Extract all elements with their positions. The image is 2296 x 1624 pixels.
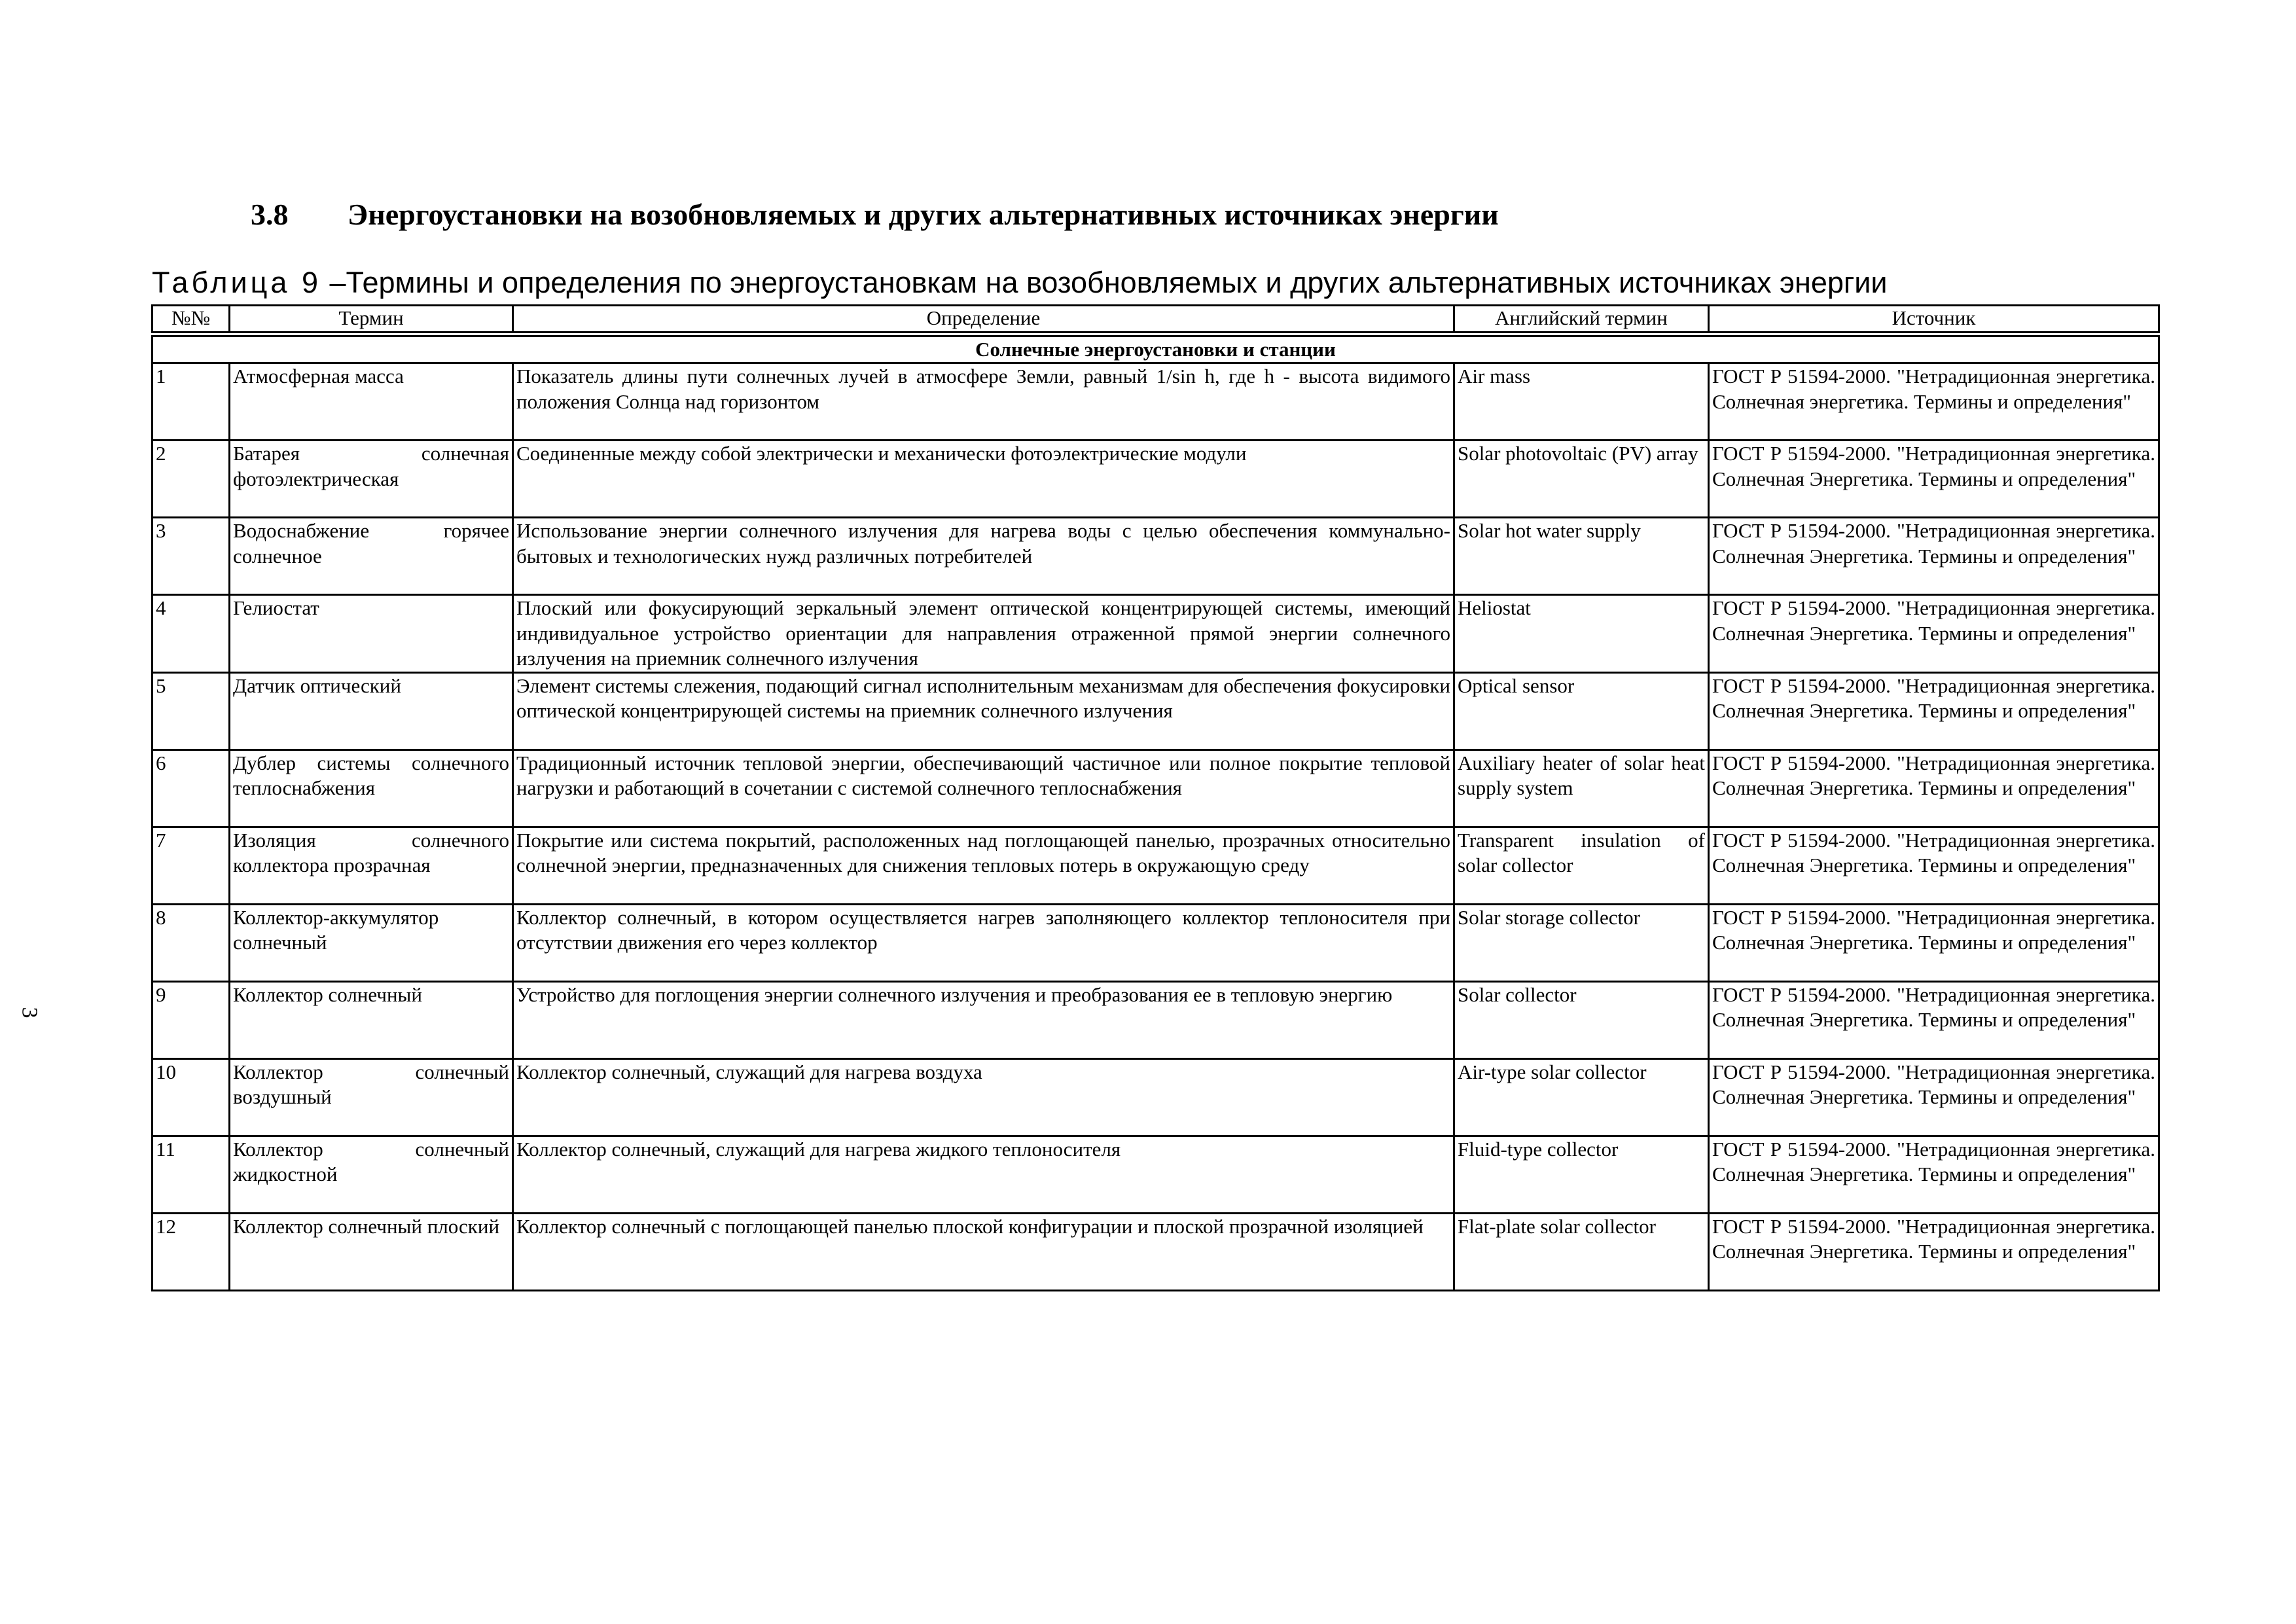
cell-definition: Коллектор солнечный, служащий для нагрева воздуха bbox=[513, 1058, 1454, 1136]
cell-source: ГОСТ Р 51594-2000. "Нетрадиционная энергетика. Солнечная Энергетика. Термины и определения" bbox=[1709, 904, 2159, 981]
table-row bbox=[152, 1213, 2159, 1290]
cell-number: 4 bbox=[152, 595, 230, 673]
table-row bbox=[152, 981, 2159, 1058]
cell-term: Коллектор солнечный жидкостной bbox=[230, 1136, 513, 1213]
cell-definition: Устройство для поглощения энергии солнечного излучения и преобразования ее в тепловую энергию bbox=[513, 981, 1454, 1058]
column-header-term: Термин bbox=[230, 306, 513, 334]
cell-english-term: Fluid-type collector bbox=[1454, 1136, 1709, 1213]
cell-term: Датчик оптический bbox=[230, 672, 513, 749]
cell-source: ГОСТ Р 51594-2000. "Нетрадиционная энергетика. Солнечная Энергетика. Термины и определения" bbox=[1709, 595, 2159, 673]
cell-number: 2 bbox=[152, 441, 230, 518]
cell-source: ГОСТ Р 51594-2000. "Нетрадиционная энергетика. Солнечная Энергетика. Термины и определения" bbox=[1709, 981, 2159, 1058]
cell-definition: Использование энергии солнечного излучения для нагрева воды с целью обеспечения коммунально-бытовых и технологических нужд различных потребителей bbox=[513, 518, 1454, 595]
cell-definition: Коллектор солнечный, в котором осуществляется нагрев заполняющего коллектор теплоносителя при отсутствии движения его через коллектор bbox=[513, 904, 1454, 981]
column-header-number: №№ bbox=[152, 306, 230, 334]
section-row bbox=[152, 334, 2159, 363]
cell-term: Коллектор солнечный плоский bbox=[230, 1213, 513, 1290]
cell-english-term: Solar hot water supply bbox=[1454, 518, 1709, 595]
cell-term: Коллектор солнечный воздушный bbox=[230, 1058, 513, 1136]
cell-english-term: Air mass bbox=[1454, 363, 1709, 441]
table-caption bbox=[152, 264, 2155, 302]
cell-english-term: Solar storage collector bbox=[1454, 904, 1709, 981]
table-caption-label: Таблица 9 bbox=[152, 266, 321, 299]
cell-definition: Традиционный источник тепловой энергии, обеспечивающий частичное или полное покрытие тепловой нагрузки и работающий в сочетании с системой солнечного теплоснабжения bbox=[513, 749, 1454, 827]
table-row bbox=[152, 595, 2159, 673]
cell-source: ГОСТ Р 51594-2000. "Нетрадиционная энергетика. Солнечная Энергетика. Термины и определения" bbox=[1709, 1136, 2159, 1213]
table-caption-text: –Термины и определения по энергоустановкам на возобновляемых и других альтернативных источниках энергии bbox=[321, 266, 1888, 299]
terms-table bbox=[151, 304, 2160, 1291]
section-title-cell: Солнечные энергоустановки и станции bbox=[152, 334, 2159, 363]
cell-source: ГОСТ Р 51594-2000. "Нетрадиционная энергетика. Солнечная Энергетика. Термины и определения" bbox=[1709, 518, 2159, 595]
cell-source: ГОСТ Р 51594-2000. "Нетрадиционная энергетика. Солнечная Энергетика. Термины и определения" bbox=[1709, 827, 2159, 904]
table-header-row bbox=[152, 306, 2159, 334]
cell-english-term: Flat-plate solar collector bbox=[1454, 1213, 1709, 1290]
cell-definition: Элемент системы слежения, подающий сигнал исполнительным механизмам для обеспечения фокусировки оптической концентрирующей системы на приемник солнечного излучения bbox=[513, 672, 1454, 749]
table-row bbox=[152, 518, 2159, 595]
cell-definition: Коллектор солнечный, служащий для нагрева жидкого теплоносителя bbox=[513, 1136, 1454, 1213]
cell-number: 12 bbox=[152, 1213, 230, 1290]
cell-source: ГОСТ Р 51594-2000. "Нетрадиционная энергетика. Солнечная Энергетика. Термины и определения" bbox=[1709, 672, 2159, 749]
table-row bbox=[152, 1058, 2159, 1136]
cell-number: 8 bbox=[152, 904, 230, 981]
cell-source: ГОСТ Р 51594-2000. "Нетрадиционная энергетика. Солнечная Энергетика. Термины и определения" bbox=[1709, 441, 2159, 518]
cell-number: 10 bbox=[152, 1058, 230, 1136]
section-heading bbox=[251, 192, 1499, 238]
cell-definition: Плоский или фокусирующий зеркальный элемент оптической концентрирующей системы, имеющий индивидуальное устройство ориентации для направления отраженной прямой энергии солнечного излучения на приемник солнечного излучения bbox=[513, 595, 1454, 673]
cell-english-term: Auxiliary heater of solar heat supply system bbox=[1454, 749, 1709, 827]
cell-source: ГОСТ Р 51594-2000. "Нетрадиционная энергетика. Солнечная Энергетика. Термины и определения" bbox=[1709, 749, 2159, 827]
cell-english-term: Air-type solar collector bbox=[1454, 1058, 1709, 1136]
table-row bbox=[152, 749, 2159, 827]
table-row bbox=[152, 441, 2159, 518]
column-header-source: Источник bbox=[1709, 306, 2159, 334]
table-row bbox=[152, 363, 2159, 441]
cell-term: Батарея солнечная фотоэлектрическая bbox=[230, 441, 513, 518]
cell-number: 9 bbox=[152, 981, 230, 1058]
cell-english-term: Optical sensor bbox=[1454, 672, 1709, 749]
cell-number: 1 bbox=[152, 363, 230, 441]
column-header-definition: Определение bbox=[513, 306, 1454, 334]
cell-term: Гелиостат bbox=[230, 595, 513, 673]
cell-definition: Соединенные между собой электрически и механически фотоэлектрические модули bbox=[513, 441, 1454, 518]
cell-term: Дублер системы солнечного теплоснабжения bbox=[230, 749, 513, 827]
cell-number: 3 bbox=[152, 518, 230, 595]
table-row bbox=[152, 672, 2159, 749]
table-row bbox=[152, 904, 2159, 981]
cell-definition: Коллектор солнечный с поглощающей панелью плоской конфигурации и плоской прозрачной изоляцией bbox=[513, 1213, 1454, 1290]
cell-source: ГОСТ Р 51594-2000. "Нетрадиционная энергетика. Солнечная Энергетика. Термины и определения" bbox=[1709, 1058, 2159, 1136]
cell-english-term: Heliostat bbox=[1454, 595, 1709, 673]
cell-source: ГОСТ Р 51594-2000. "Нетрадиционная энергетика. Солнечная энергетика. Термины и определения" bbox=[1709, 363, 2159, 441]
cell-term: Атмосферная масса bbox=[230, 363, 513, 441]
cell-term: Водоснабжение горячее солнечное bbox=[230, 518, 513, 595]
column-header-english-term: Английский термин bbox=[1454, 306, 1709, 334]
cell-number: 7 bbox=[152, 827, 230, 904]
cell-definition: Покрытие или система покрытий, расположенных над поглощающей панелью, прозрачных относительно солнечной энергии, предназначенных для снижения тепловых потерь в окружающую среду bbox=[513, 827, 1454, 904]
cell-number: 6 bbox=[152, 749, 230, 827]
cell-number: 11 bbox=[152, 1136, 230, 1213]
cell-definition: Показатель длины пути солнечных лучей в атмосфере Земли, равный 1/sin h, где h - высота видимого положения Солнца над горизонтом bbox=[513, 363, 1454, 441]
table-row bbox=[152, 1136, 2159, 1213]
table-row bbox=[152, 827, 2159, 904]
cell-english-term: Solar collector bbox=[1454, 981, 1709, 1058]
section-title: Энергоустановки на возобновляемых и других альтернативных источниках энергии bbox=[348, 198, 1499, 231]
cell-english-term: Transparent insulation of solar collector bbox=[1454, 827, 1709, 904]
cell-term: Коллектор солнечный bbox=[230, 981, 513, 1058]
page-number: 3 bbox=[17, 1007, 42, 1019]
cell-english-term: Solar photovoltaic (PV) array bbox=[1454, 441, 1709, 518]
cell-term: Изоляция солнечного коллектора прозрачная bbox=[230, 827, 513, 904]
cell-term: Коллектор-аккумулятор солнечный bbox=[230, 904, 513, 981]
section-number: 3.8 bbox=[251, 198, 289, 231]
cell-number: 5 bbox=[152, 672, 230, 749]
cell-source: ГОСТ Р 51594-2000. "Нетрадиционная энергетика. Солнечная Энергетика. Термины и определения" bbox=[1709, 1213, 2159, 1290]
